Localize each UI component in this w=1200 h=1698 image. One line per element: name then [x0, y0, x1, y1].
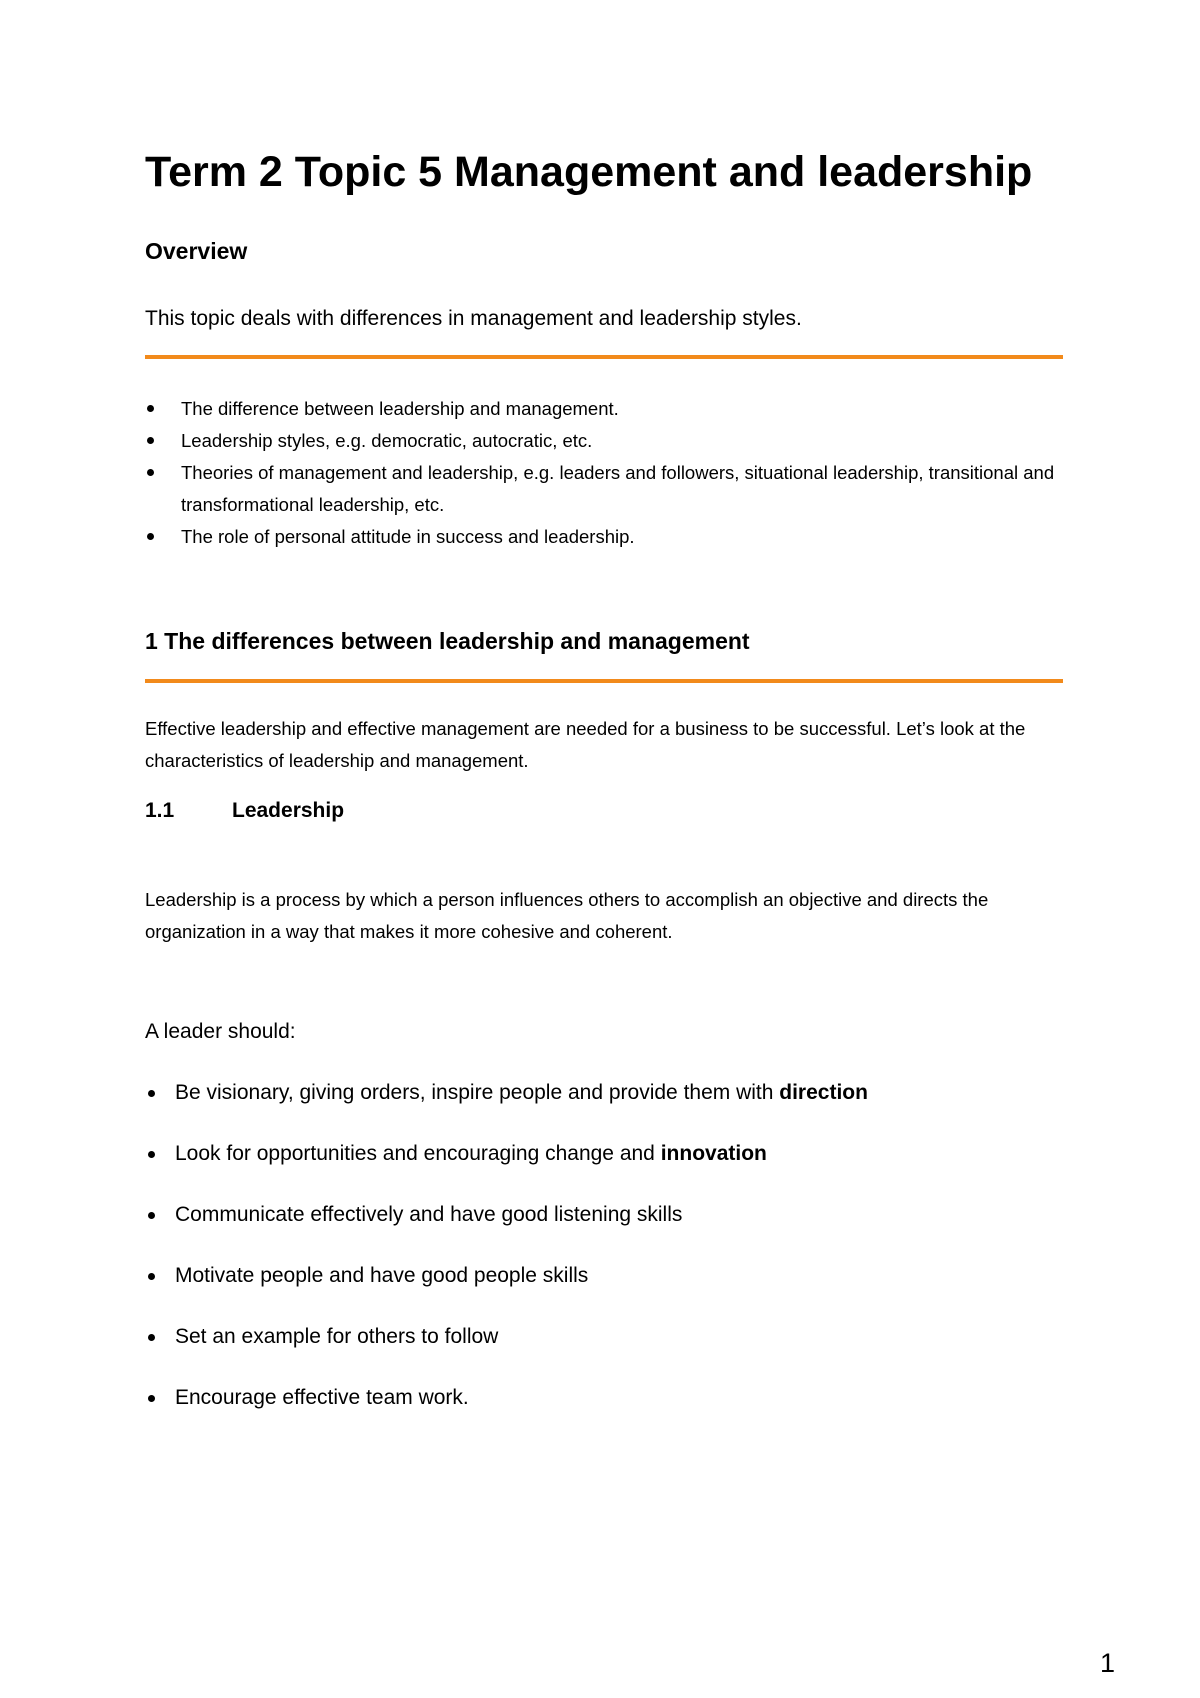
list-item	[145, 521, 1065, 553]
list-item-text: Motivate people and have good people skills	[175, 1264, 589, 1287]
list-item	[145, 425, 1065, 457]
leader-list	[145, 1079, 1065, 1445]
page-number: 1	[1100, 1648, 1116, 1678]
list-item-text: Encourage effective team work.	[175, 1386, 469, 1409]
bullet-icon	[147, 533, 154, 540]
subsection-title: Leadership	[232, 799, 345, 822]
list-item-emphasis: direction	[779, 1081, 868, 1104]
list-item-emphasis: innovation	[660, 1142, 767, 1165]
list-item	[145, 1384, 1065, 1445]
subsection-heading	[145, 799, 344, 823]
bullet-icon	[147, 437, 154, 444]
leadership-definition: Leadership is a process by which a person influences others to accomplish an objective and directs the organization in a way that makes it more cohesive and coherent.	[145, 889, 989, 942]
list-item-text: The difference between leadership and management.	[181, 398, 619, 419]
list-item	[145, 1079, 1065, 1140]
bullet-icon	[148, 1395, 155, 1402]
bullet-icon	[148, 1273, 155, 1280]
list-item-text: Look for opportunities and encouraging change and	[175, 1142, 661, 1165]
list-item	[145, 1201, 1065, 1262]
bullet-icon	[147, 405, 154, 412]
list-item	[145, 1140, 1065, 1201]
list-item	[145, 457, 1065, 521]
list-item	[145, 1323, 1065, 1384]
list-item-text: Communicate effectively and have good listening skills	[175, 1203, 683, 1226]
list-item	[145, 1262, 1065, 1323]
list-item-text: Theories of management and leadership, e.g. leaders and followers, situational leadership, transitional and transformational leadership, etc.	[181, 462, 1055, 515]
list-item-text: The role of personal attitude in success and leadership.	[181, 526, 635, 547]
list-item-text: Be visionary, giving orders, inspire people and provide them with	[175, 1081, 780, 1104]
list-item-text: Leadership styles, e.g. democratic, autocratic, etc.	[181, 430, 593, 451]
bullet-icon	[148, 1090, 155, 1097]
bullet-icon	[148, 1212, 155, 1219]
divider-rule	[145, 355, 1063, 359]
page-title: Term 2 Topic 5 Management and leadership	[145, 148, 1033, 196]
overview-heading: Overview	[145, 238, 248, 264]
bullet-icon	[147, 469, 154, 476]
list-item	[145, 393, 1065, 425]
divider-rule	[145, 679, 1063, 683]
list-item-text: Set an example for others to follow	[175, 1325, 499, 1348]
section-heading: 1 The differences between leadership and management	[145, 628, 750, 654]
bullet-icon	[148, 1334, 155, 1341]
overview-list	[145, 393, 1065, 553]
bullet-icon	[148, 1151, 155, 1158]
leader-intro: A leader should:	[145, 1020, 296, 1043]
section-paragraph: Effective leadership and effective management are needed for a business to be successful. Let’s look at the characteristics of leadership and management.	[145, 718, 1026, 771]
subsection-number: 1.1	[145, 799, 175, 822]
intro-text: This topic deals with differences in management and leadership styles.	[145, 307, 802, 330]
